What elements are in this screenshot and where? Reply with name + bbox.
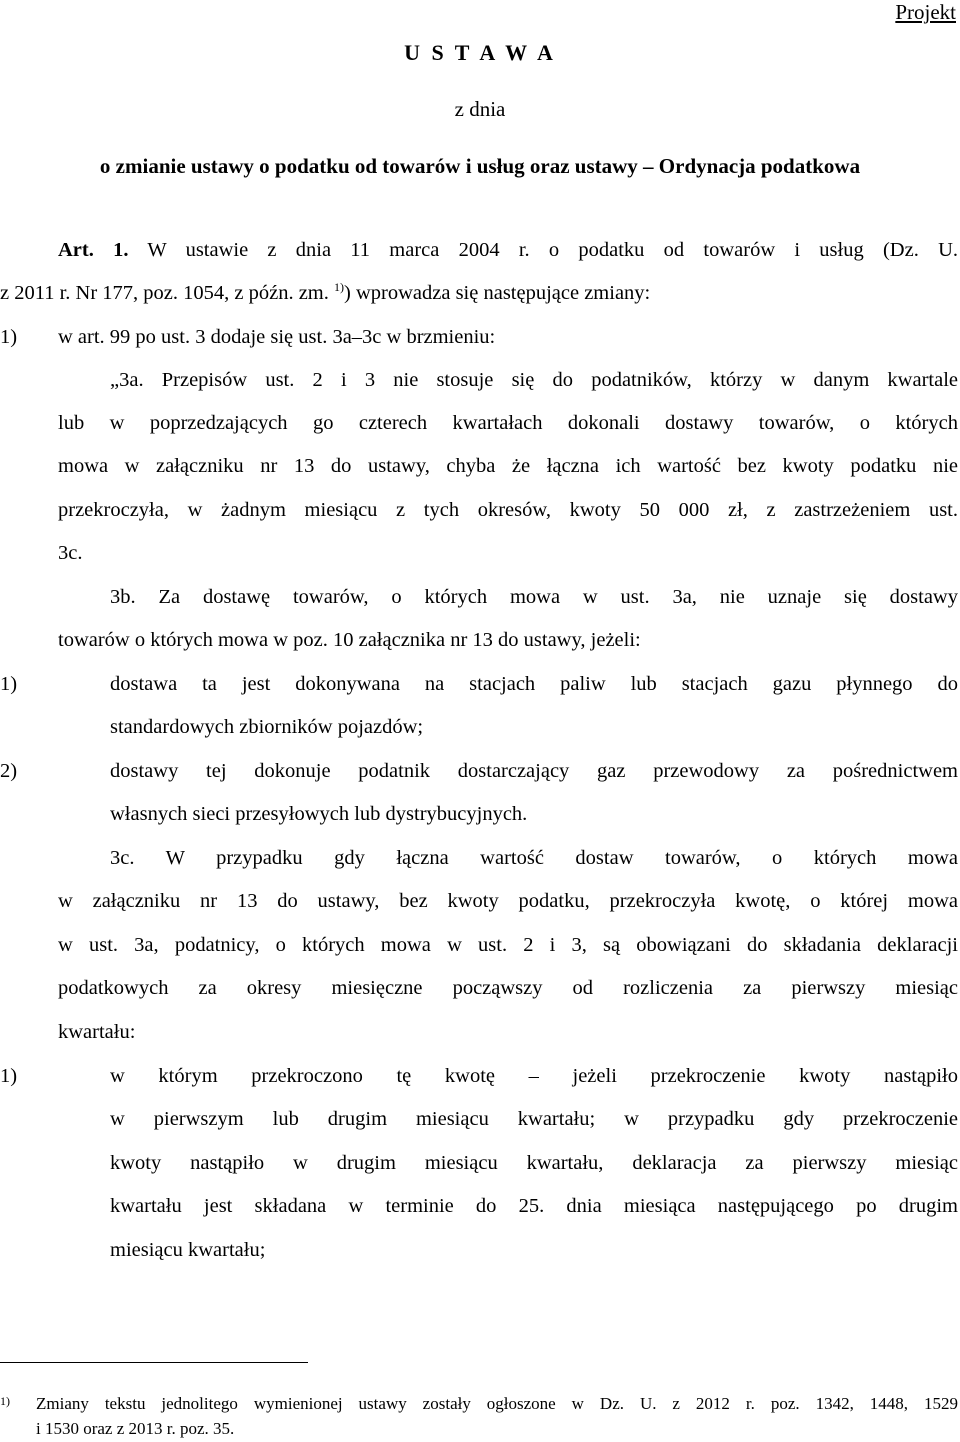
p3a-line-3: mowa w załączniku nr 13 do ustawy, chyba że łączna ich wartość bez kwoty podatku nie [58, 455, 958, 477]
art1-text-2b: ) wprowadza się następujące zmiany: [344, 282, 651, 304]
p3c-line-3: w ust. 3a, podatnicy, o których mowa w ust. 2 i 3, są obowiązani do składania deklaracji [58, 934, 958, 956]
footnote-separator [0, 1362, 308, 1363]
p3c-item-1-line-4: kwartału jest składana w terminie do 25. dnia miesiąca następującego po drugim [110, 1195, 958, 1217]
art1-label: Art. 1. [58, 239, 129, 261]
p3c-line-2: w załączniku nr 13 do ustawy, bez kwoty podatku, przekroczyła kwotę, o której mowa [58, 890, 958, 912]
p3b-item-1-number: 1) [0, 673, 18, 695]
draft-label: Projekt [895, 0, 956, 24]
footnote-reference[interactable]: 1) [334, 280, 345, 294]
p3a-line-1: „3a. Przepisów ust. 2 i 3 nie stosuje się do podatników, którzy w danym kwartale [110, 369, 958, 391]
art1-line-2 [0, 282, 650, 305]
p3c-line-4: podatkowych za okresy miesięczne począwszy od rozliczenia za pierwszy miesiąc [58, 977, 958, 999]
p3c-item-1-line-3: kwoty nastąpiło w drugim miesiącu kwartału, deklaracja za pierwszy miesiąc [110, 1152, 958, 1174]
p3c-item-1-line-2: w pierwszym lub drugim miesiącu kwartału; w przypadku gdy przekroczenie [110, 1108, 958, 1130]
p3c-line-5: kwartału: [58, 1021, 136, 1043]
date-line: z dnia [454, 97, 506, 121]
art1-line-1 [58, 239, 958, 262]
p3a-line-4: przekroczyła, w żadnym miesiącu z tych okresów, kwoty 50 000 zł, z zastrzeżeniem ust. [58, 499, 958, 521]
p3c-item-1-line-1: w którym przekroczono tę kwotę – jeżeli przekroczenie kwoty nastąpiło [110, 1065, 958, 1087]
art1-text: W ustawie z dnia 11 marca 2004 r. o podatku od towarów i usług (Dz. U. [147, 239, 958, 261]
point-1-number: 1) [0, 326, 18, 348]
p3b-item-2-line-2: własnych sieci przesyłowych lub dystrybucyjnych. [110, 803, 528, 825]
footnote-line-1: Zmiany tekstu jednolitego wymienionej ustawy zostały ogłoszone w Dz. U. z 2012 r. poz. 1342, 1448, 1529 [36, 1394, 958, 1413]
p3c-item-1-number: 1) [0, 1065, 18, 1087]
p3a-line-2: lub w poprzedzających go czterech kwartałach dokonali dostawy towarów, o których [58, 412, 958, 434]
p3b-item-2-number: 2) [0, 760, 18, 782]
point-1-text: w art. 99 po ust. 3 dodaje się ust. 3a–3c w brzmieniu: [58, 326, 496, 348]
p3a-line-5: 3c. [58, 542, 83, 564]
p3b-item-2-line-1: dostawy tej dokonuje podatnik dostarczający gaz przewodowy za pośrednictwem [110, 760, 958, 782]
p3b-line-1: 3b. Za dostawę towarów, o których mowa w ust. 3a, nie uznaje się dostawy [110, 586, 958, 608]
act-subtitle: o zmianie ustawy o podatku od towarów i usług oraz ustawy – Ordynacja podatkowa [99, 154, 861, 178]
act-title: U S T A W A [404, 40, 556, 65]
p3b-item-1-line-1: dostawa ta jest dokonywana na stacjach paliw lub stacjach gazu płynnego do [110, 673, 958, 695]
art1-text-2a: z 2011 r. Nr 177, poz. 1054, z późn. zm. [0, 282, 329, 304]
p3b-item-1-line-2: standardowych zbiorników pojazdów; [110, 716, 424, 738]
footnote-mark: 1) [0, 1394, 10, 1408]
footnote-line-2: i 1530 oraz z 2013 r. poz. 35. [36, 1419, 235, 1438]
p3b-line-2: towarów o których mowa w poz. 10 załącznika nr 13 do ustawy, jeżeli: [58, 629, 641, 651]
p3c-line-1: 3c. W przypadku gdy łączna wartość dostaw towarów, o których mowa [110, 847, 958, 869]
p3c-item-1-line-5: miesiącu kwartału; [110, 1239, 266, 1261]
